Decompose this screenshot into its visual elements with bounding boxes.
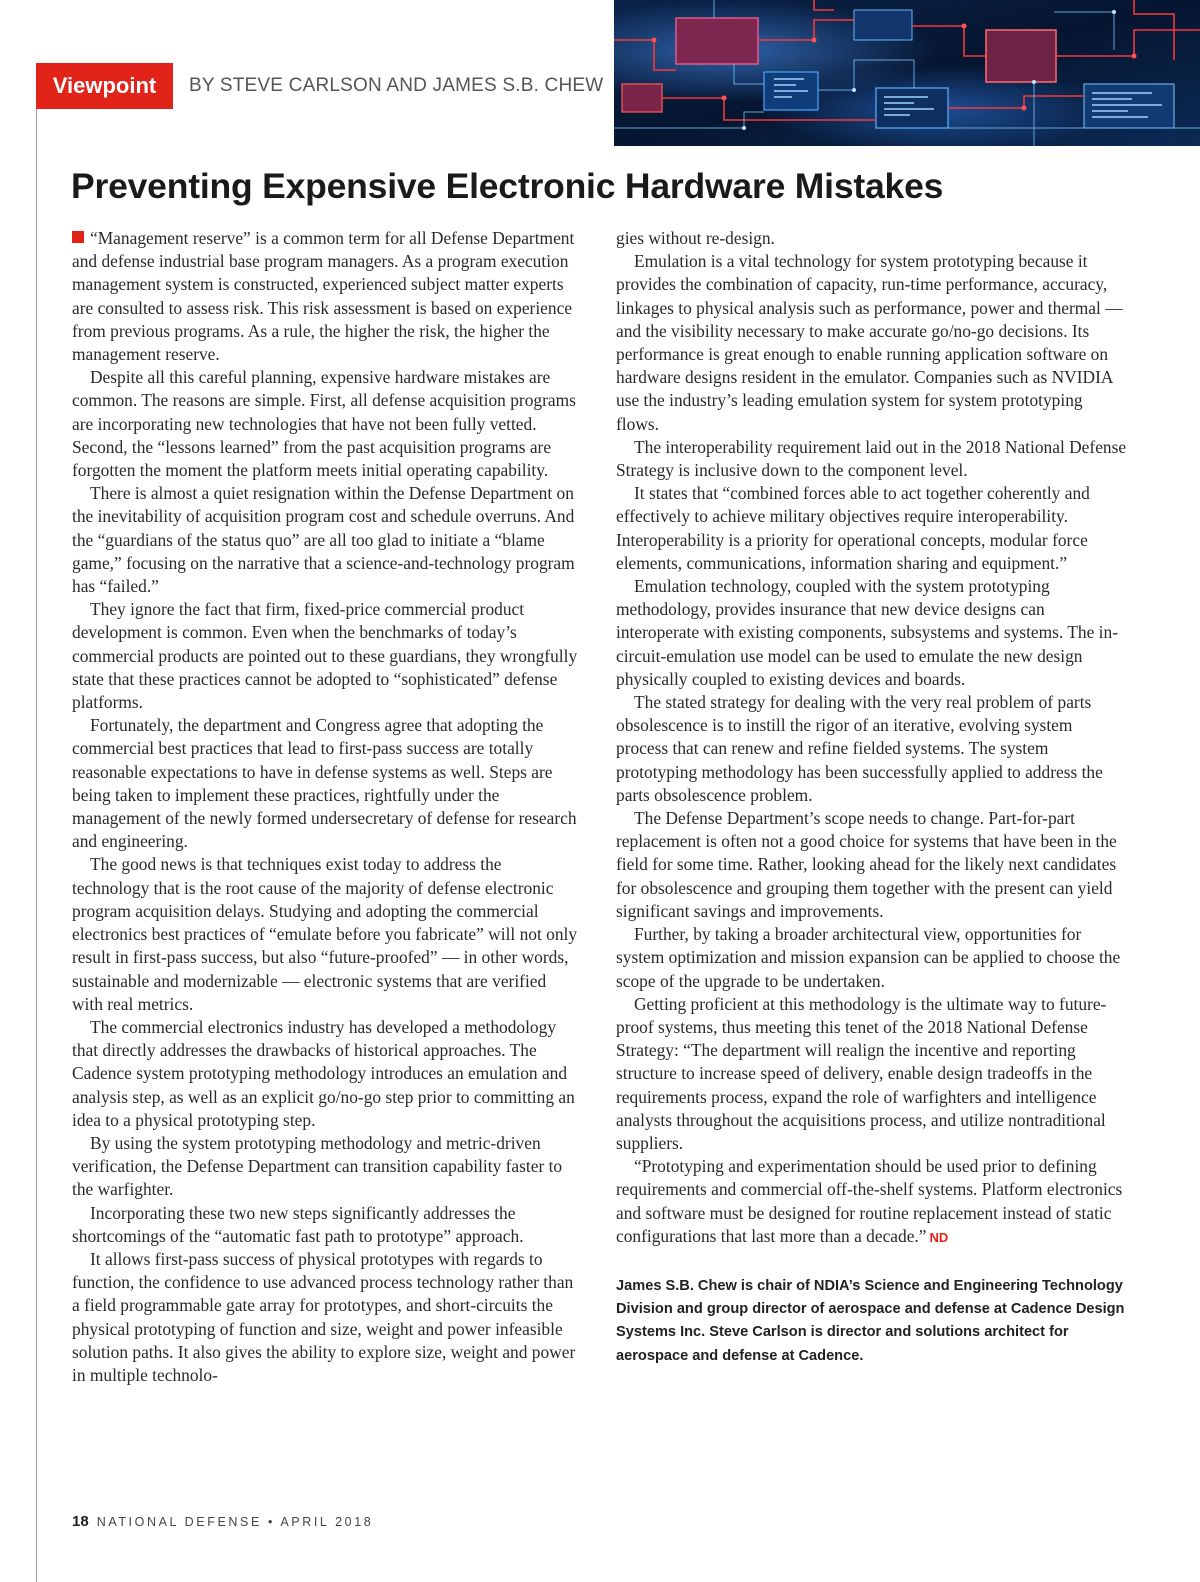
paragraph: Despite all this careful planning, expensive hardware mistakes are common. The reasons are simple. First, all defense acquisition programs are incorporating new technologies that have not been fully vetted. Second, the “lessons learned” from the past acquisition programs are forgotten the moment the platform meets initial operating capability. (72, 367, 576, 481)
byline: BY STEVE CARLSON AND JAMES S.B. CHEW (189, 75, 604, 96)
end-mark: ND (929, 1229, 949, 1245)
left-rule (36, 108, 37, 1582)
paragraph: Incorporating these two new steps significantly addresses the shortcomings of the “automatic fast path to prototype” approach. (72, 1202, 524, 1246)
paragraph: It states that “combined forces able to act together coherently and effectively to achieve military objectives require interoperability. Interoperability is a priority for operational concepts, modular force elements, communications, information sharing and equipment.” (616, 483, 1090, 573)
paragraph: The good news is that techniques exist today to address the technology that is the root cause of the majority of defense electronic program acquisition delays. Studying and adopting the commercial electronics best practices of “emulate before you fabricate” will not only result in first-pass success, but also “future-proofed” — in other words, sustainable and modernizable — electronic systems that are verified with real metrics. (72, 854, 578, 1014)
paragraph: Getting proficient at this methodology is the ultimate way to future-proof systems, thus meeting this tenet of the 2018 National Defense Strategy: “The department will realign the incentive and reporting structure to increase speed of delivery, enable design tradeoffs in the requirements process, expand the role of warfighters and intelligence analysts throughout the acquisitions process, and utilize nontraditional suppliers. (616, 993, 1107, 1153)
page-number: 18 (72, 1513, 89, 1530)
paragraph: Emulation technology, coupled with the system prototyping methodology, provides insurance that new device designs can interoperate with existing components, subsystems and systems. The in-circuit-emulation use model can be used to emulate the new design physically coupled to existing devices and boards. (616, 576, 1119, 689)
paragraph: Fortunately, the department and Congress agree that adopting the commercial best practices that lead to first-pass success are totally reasonable expectations to have in defense systems as well. Steps are being taken to implement these practices, rightfully under the management of the newly formed undersecretary of defense for research and engineering. (72, 715, 577, 852)
publication-line: NATIONAL DEFENSE • APRIL 2018 (96, 1515, 374, 1529)
left-column (72, 227, 580, 1387)
paragraph: gies without re-design. (616, 228, 775, 248)
paragraph: By using the system prototyping methodology and metric-driven verification, the Defense Department can transition capability faster to the warfighter. (72, 1132, 563, 1200)
circuit-board-image (614, 0, 1200, 146)
red-square-icon (72, 231, 84, 243)
right-column (616, 227, 1128, 1368)
paragraph: It allows first-pass success of physical prototypes with regards to function, the confidence to use advanced process technology rather than a field programmable gate array for prototypes, and short-circuits the physical prototyping of function and size, weight and power infeasible solution paths. It also gives the ability to explore size, weight and power in multiple technolo- (72, 1248, 576, 1385)
paragraph: “Prototyping and experimentation should be used prior to defining requirements and commercial off-the-shelf systems. Platform electronics and software must be designed for routine replacement instead of static configurations that last more than a decade.” ND (616, 1156, 1123, 1246)
paragraph: The interoperability requirement laid out in the 2018 National Defense Strategy is inclusive down to the component level. (616, 436, 1127, 481)
author-bio: James S.B. Chew is chair of NDIA’s Science and Engineering Technology Division and group director of aerospace and defense at Cadence Design Systems Inc. Steve Carlson is director and solutions architect for aerospace and defense at Cadence. (616, 1277, 1125, 1364)
page-footer (72, 1513, 373, 1530)
article-title: Preventing Expensive Electronic Hardware Mistakes (71, 166, 944, 206)
paragraph: Emulation is a vital technology for system prototyping because it provides the combination of capacity, run-time performance, accuracy, linkages to physical analysis such as performance, power and thermal — and the visibility necessary to make accurate go/no-go decisions. Its performance is great enough to enable running application software on hardware designs resident in the emulator. Companies such as NVIDIA use the industry’s leading emulation system for system prototyping flows. (616, 251, 1123, 434)
viewpoint-badge: Viewpoint (36, 63, 173, 109)
paragraph: Further, by taking a broader architectural view, opportunities for system optimization and mission expansion can be applied to choose the scope of the upgrade to be undertaken. (616, 924, 1121, 991)
paragraph: The Defense Department’s scope needs to change. Part-for-part replacement is often not a good choice for systems that have been in the field for some time. Rather, looking ahead for the likely next candidates for obsolescence and grouping them together with the present can yield significant savings and improvements. (616, 808, 1117, 921)
article-header (36, 63, 603, 109)
paragraph: The stated strategy for dealing with the very real problem of parts obsolescence is to instill the rigor of an iterative, evolving system process that can renew and refine fielded systems. The system prototyping methodology has been successfully applied to address the parts obsolescence problem. (616, 692, 1103, 805)
paragraph: They ignore the fact that firm, fixed-price commercial product development is common. Even when the benchmarks of today’s commercial products are pointed out to these guardians, they wrongfully state that these practices cannot be adopted to “sophisticated” defense platforms. (72, 599, 578, 713)
paragraph: “Management reserve” is a common term for all Defense Department and defense industrial base program managers. As a program execution management system is constructed, experienced subject matter experts are consulted to assess risk. This risk assessment is based on experience from previous programs. As a rule, the higher the risk, the higher the management reserve. (72, 228, 575, 365)
paragraph: The commercial electronics industry has developed a methodology that directly addresses the drawbacks of historical approaches. The Cadence system prototyping methodology introduces an emulation and analysis step, as well as an explicit go/no-go step prior to committing an idea to a physical prototyping step. (72, 1016, 575, 1130)
paragraph: There is almost a quiet resignation within the Defense Department on the inevitability of acquisition program cost and schedule overruns. And the “guardians of the status quo” are all too glad to initiate a “blame game,” focusing on the narrative that a science-and-technology program has “failed.” (72, 483, 575, 597)
